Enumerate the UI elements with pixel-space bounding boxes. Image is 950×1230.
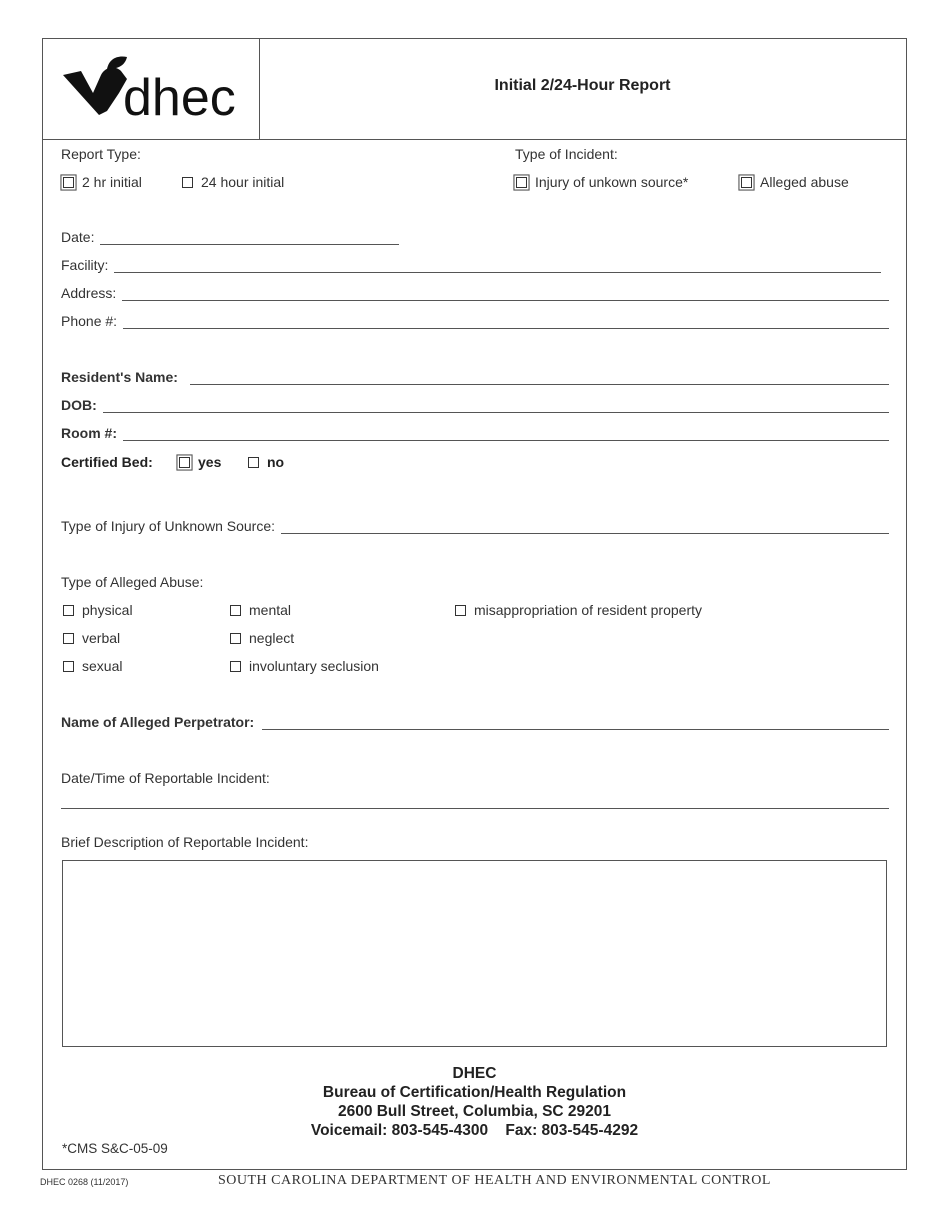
description-label: Brief Description of Reportable Incident: <box>61 834 309 850</box>
address-line[interactable] <box>122 286 889 301</box>
alleged-abuse-label: Type of Alleged Abuse: <box>61 574 204 590</box>
room-field[interactable] <box>61 425 889 441</box>
certified-bed-label: Certified Bed: <box>61 454 153 470</box>
abuse-physical[interactable] <box>63 602 133 618</box>
abuse-involuntary-seclusion[interactable] <box>230 658 379 674</box>
checkbox-bed-no[interactable] <box>248 457 259 468</box>
abuse-mental-label: mental <box>249 602 292 618</box>
dhec-logo <box>61 53 251 125</box>
footer-voicemail: Voicemail: 803-545-4300 <box>310 1122 489 1139</box>
phone-field[interactable] <box>61 313 889 329</box>
injury-unknown-line[interactable] <box>281 519 889 534</box>
abuse-neglect[interactable] <box>230 630 294 646</box>
checkbox-bed-yes[interactable] <box>179 457 190 468</box>
dob-line[interactable] <box>103 398 889 413</box>
abuse-sexual-label: sexual <box>82 658 123 674</box>
option-bed-yes-label: yes <box>198 454 222 470</box>
facility-line[interactable] <box>114 258 881 273</box>
checkbox-mental[interactable] <box>230 605 241 616</box>
option-24hr-initial[interactable] <box>182 174 284 190</box>
footer-org: DHEC <box>452 1065 497 1082</box>
checkbox-24hr-initial[interactable] <box>182 177 193 188</box>
date-line[interactable] <box>100 230 399 245</box>
checkbox-neglect[interactable] <box>230 633 241 644</box>
perpetrator-label: Name of Alleged Perpetrator: <box>61 714 255 730</box>
department-name: SOUTH CAROLINA DEPARTMENT OF HEALTH AND ENVIRONMENTAL CONTROL <box>218 1173 771 1188</box>
phone-line[interactable] <box>123 314 889 329</box>
injury-unknown-field[interactable] <box>61 518 889 534</box>
resident-name-line[interactable] <box>190 370 889 385</box>
incident-type-label: Type of Incident: <box>515 146 618 162</box>
abuse-verbal-label: verbal <box>82 630 121 646</box>
option-24hr-initial-label: 24 hour initial <box>201 174 285 190</box>
checkbox-alleged-abuse[interactable] <box>741 177 752 188</box>
room-line[interactable] <box>123 426 889 441</box>
phone-label: Phone #: <box>61 313 118 329</box>
address-label: Address: <box>61 285 117 301</box>
option-2hr-initial[interactable] <box>63 174 142 190</box>
facility-field[interactable] <box>61 257 881 273</box>
abuse-involuntary-seclusion-label: involuntary seclusion <box>249 658 379 674</box>
option-injury-unknown-label: Injury of unkown source* <box>535 174 689 190</box>
option-2hr-initial-label: 2 hr initial <box>82 174 142 190</box>
checkbox-involuntary-seclusion[interactable] <box>230 661 241 672</box>
checkbox-verbal[interactable] <box>63 633 74 644</box>
date-field[interactable] <box>61 229 399 245</box>
checkbox-physical[interactable] <box>63 605 74 616</box>
description-textarea[interactable] <box>62 860 887 1047</box>
resident-name-label: Resident's Name: <box>61 369 178 385</box>
dob-label: DOB: <box>61 397 97 413</box>
perpetrator-line[interactable] <box>262 715 889 730</box>
resident-name-field[interactable] <box>61 369 889 385</box>
footer-contact <box>43 1064 906 1140</box>
option-bed-yes[interactable] <box>179 454 221 470</box>
facility-label: Facility: <box>61 257 109 273</box>
form-code: DHEC 0268 (11/2017) <box>40 1177 129 1187</box>
abuse-neglect-label: neglect <box>249 630 295 646</box>
footer-bureau: Bureau of Certification/Health Regulation <box>322 1084 627 1101</box>
checkbox-misappropriation[interactable] <box>455 605 466 616</box>
svg-text:dhec: dhec <box>123 69 236 125</box>
option-bed-no-label: no <box>267 454 285 470</box>
option-alleged-abuse[interactable] <box>741 174 849 190</box>
perpetrator-field[interactable] <box>61 714 889 730</box>
option-bed-no[interactable] <box>248 454 284 470</box>
abuse-misappropriation-label: misappropriation of resident property <box>474 602 703 618</box>
dob-field[interactable] <box>61 397 889 413</box>
form-title: Initial 2/24-Hour Report <box>494 77 671 94</box>
cms-note: *CMS S&C-05-09 <box>62 1141 168 1156</box>
abuse-misappropriation[interactable] <box>455 602 702 618</box>
abuse-mental[interactable] <box>230 602 291 618</box>
incident-datetime-line[interactable] <box>61 808 889 809</box>
incident-datetime-label: Date/Time of Reportable Incident: <box>61 770 270 786</box>
dhec-logo-icon <box>61 53 251 125</box>
checkbox-sexual[interactable] <box>63 661 74 672</box>
option-injury-unknown[interactable] <box>516 174 688 190</box>
report-type-label: Report Type: <box>61 146 141 162</box>
abuse-sexual[interactable] <box>63 658 122 674</box>
date-label: Date: <box>61 229 95 245</box>
header-divider <box>43 139 906 140</box>
option-alleged-abuse-label: Alleged abuse <box>760 174 849 190</box>
room-label: Room #: <box>61 425 117 441</box>
abuse-verbal[interactable] <box>63 630 120 646</box>
footer-phones <box>43 1121 906 1140</box>
abuse-physical-label: physical <box>82 602 133 618</box>
checkbox-injury-unknown[interactable] <box>516 177 527 188</box>
footer-address: 2600 Bull Street, Columbia, SC 29201 <box>337 1103 612 1120</box>
checkbox-2hr-initial[interactable] <box>63 177 74 188</box>
footer-fax: Fax: 803-545-4292 <box>505 1122 639 1139</box>
address-field[interactable] <box>61 285 889 301</box>
injury-unknown-label: Type of Injury of Unknown Source: <box>61 518 275 534</box>
form-frame <box>42 38 907 1170</box>
